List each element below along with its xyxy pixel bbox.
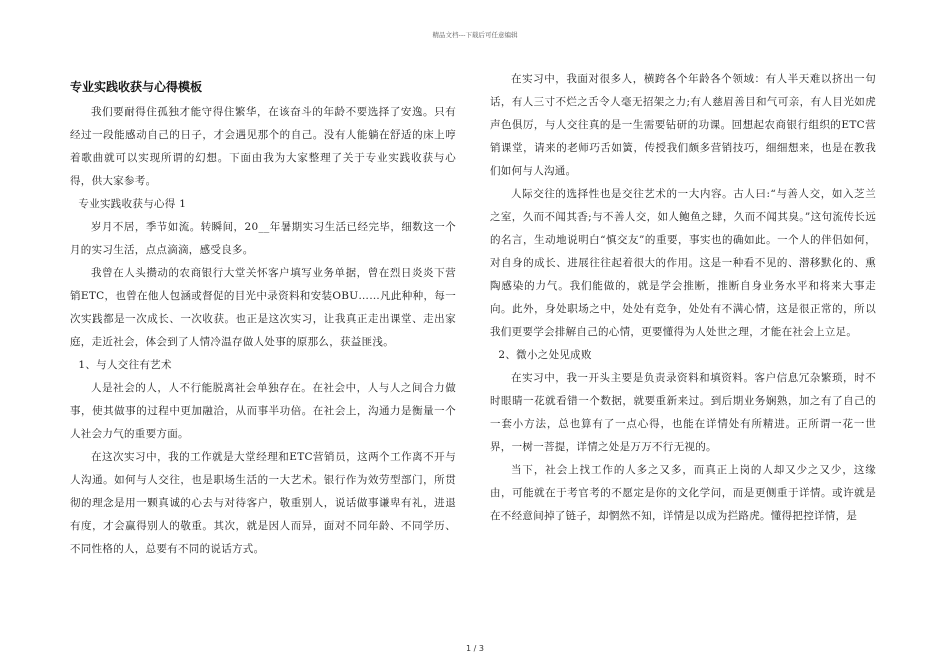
- body-paragraph: 岁月不居，季节如流。转瞬间，20__年暑期实习生活已经完毕，细数这一个月的实习生活，点点滴滴，感受良多。: [70, 221, 456, 256]
- section-heading: 2、微小之处见成败: [498, 349, 592, 361]
- document-title: 专业实践收获与心得模板: [70, 80, 203, 94]
- body-paragraph: 在实习中，我面对很多人，横跨各个年龄各个领域：有人半天难以挤出一句话，有人三寸不烂之舌令人毫无招架之力;有人慈眉善目和气可亲，有人目光如虎声色俱厉，与人交往真的是一生需要钻研的功课。回想起农商银行组织的ETC营销课堂，请来的老师巧舌如簧，传授我们颇多营销技巧，细细想来，也是在教我们如何与人沟通。: [490, 73, 876, 177]
- body-paragraph: 在这次实习中，我的工作就是大堂经理和ETC营销员，这两个工作离不开与人沟通。如何与人交往，也是职场生活的一大艺术。银行作为效劳型部门，所贯彻的理念是用一颗真诚的心去与对待客户，敬重别人，说话做事谦卑有礼，进退有度，才会赢得别人的敬重。其次，就是因人而异，面对不同年龄、不同学历、不同性格的人，总要有不同的说话方式。: [70, 451, 456, 555]
- body-paragraph: 当下，社会上找工作的人多之又多，而真正上岗的人却又少之又少，这缘由，可能就在于考官考的不愿定是你的文化学问，而是更侧重于详情。或许就是在不经意间掉了链子，却惘然不知，详情是以成为拦路虎。懂得把控详情，是: [490, 464, 876, 522]
- body-paragraph: 我曾在人头攒动的农商银行大堂关怀客户填写业务单据，曾在烈日炎炎下营销ETC，也曾在他人包涵或督促的目光中录资料和安装OBU……凡此种种，每一次实践都是一次成长、一次收获。也正是这次实习，让我真正走出课堂、走出家庭，走近社会，体会到了人情冷温存做人处事的原那么，获益匪浅。: [70, 267, 456, 348]
- body-paragraph: 在实习中，我一开头主要是负责录资料和填资料。客户信息冗杂繁琐，时不时眼睛一花就看错一个数据，就要重新来过。到后期业务娴熟，加之有了自己的一套小方法，总也算有了一点心得，也能在详情处有所精进。正所谓一花一世界，一树一菩提，详情之处是万万不行无视的。: [490, 372, 876, 453]
- section-subtitle: 专业实践收获与心得 1: [78, 198, 187, 210]
- left-column: [70, 70, 456, 561]
- body-paragraph: 人际交往的选择性也是交往艺术的一大内容。古人曰:“与善人交，如入芝兰之室，久而不闻其香;与不善人交，如人鲍鱼之肆，久而不闻其臭。”这句流传长远的名言，生动地说明白“慎交友”的重要，事实也的确如此。一个人的伴侣如何，对自身的成长、进展往往起着很大的作用。这是一种看不见的、潜移默化的、熏陶感染的力气。我们能做的，就是学会推断，推断自身业务水平和将来大事走向。此外，身处职场之中，处处有竞争，处处有不满心情，这是很正常的，所以我们更要学会排解自己的心情，更要懂得为人处世之理，才能在社会上立足。: [490, 188, 876, 338]
- page-number: 1 / 3: [466, 644, 484, 653]
- page-header: 精品文档---下载后可任意编辑: [432, 31, 518, 39]
- body-paragraph: 人是社会的人，人不行能脱离社会单独存在。在社会中，人与人之间合力做事，使其做事的过程中更加融洽，从而事半功倍。在社会上，沟通力是衡量一个人社会力气的重要方面。: [70, 382, 456, 440]
- right-column: [490, 68, 876, 528]
- intro-paragraph: 我们要耐得住孤独才能守得住繁华，在该奋斗的年龄不要选择了安逸。只有经过一段能感动自己的日子，才会遇见那个的自己。没有人能躺在舒适的床上哼着歌曲就可以实现所谓的幻想。下面由我为大家整理了关于专业实践收获与心得，供大家参考。: [70, 106, 456, 187]
- section-heading: 1、与人交往有艺术: [78, 359, 172, 371]
